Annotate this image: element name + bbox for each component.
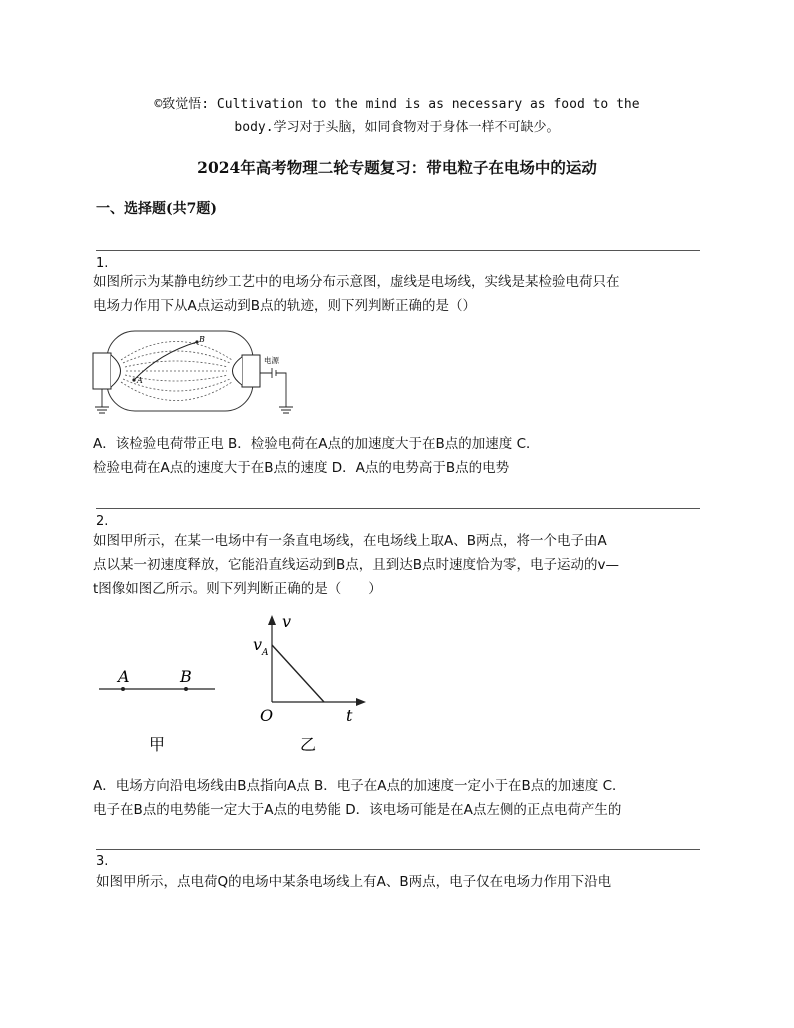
motto-line-1: ©致觉悟: Cultivation to the mind is as necessary as food to the — [154, 97, 640, 112]
motto-line-2: body.学习对于头脑，如同食物对于身体一样不可缺少。 — [234, 120, 560, 135]
stem-line: 如图甲所示，点电荷Q的电场中某条电场线上有A、B两点，电子仅在电场力作用下沿电 — [96, 874, 612, 890]
question-2-number: 2. — [96, 514, 109, 529]
options-line: 电子在B点的电势能一定大于A点的电势能 D．该电场可能是在A点左侧的正点电荷产生的 — [93, 802, 622, 818]
point-a-dot — [132, 378, 135, 381]
axis-v-arrow — [268, 615, 276, 625]
right-electrode-dome — [233, 357, 243, 385]
options-line: 检验电荷在A点的速度大于在B点的速度 D．A点的电势高于B点的电势 — [93, 460, 510, 476]
stem-line: 点以某一初速度释放，它能沿直线运动到B点，且到达B点时速度恰为零，电子运动的v— — [93, 557, 620, 573]
question-1-figure — [90, 325, 310, 420]
stem-line: 电场力作用下从A点运动到B点的轨迹，则下列判断正确的是（） — [93, 298, 476, 314]
va-subscript: A — [262, 648, 269, 658]
question-2-options — [93, 774, 705, 822]
divider — [96, 849, 700, 850]
caption-right: 乙 — [300, 735, 317, 754]
question-3-stem — [96, 870, 708, 894]
power-label: 电源 — [264, 356, 279, 365]
question-1-number: 1. — [96, 256, 109, 271]
stem-line: 如图所示为某静电纺纱工艺中的电场分布示意图，虚线是电场线，实线是某检验电荷只在 — [93, 274, 620, 290]
left-electrode — [93, 353, 111, 389]
point-b-label: B — [180, 667, 192, 686]
divider — [96, 508, 700, 509]
point-b-label: B — [199, 335, 205, 344]
axis-v-label: v — [282, 612, 292, 631]
caption-left: 甲 — [149, 735, 166, 754]
stem-line: 如图甲所示，在某一电场中有一条直电场线，在电场线上取A、B两点，将一个电子由A — [93, 533, 607, 549]
point-a-label: A — [118, 667, 130, 686]
question-2-stem — [93, 529, 705, 601]
options-line: A．电场方向沿电场线由B点指向A点 B．电子在A点的加速度一定小于在B点的加速度 C． — [93, 778, 626, 794]
right-electrode — [242, 355, 260, 387]
question-2-figure — [95, 605, 375, 765]
document-title: 2024年高考物理二轮专题复习：带电粒子在电场中的运动 — [197, 158, 597, 177]
left-electrode-dome — [111, 355, 121, 387]
origin-label: O — [260, 706, 274, 725]
power-wire — [260, 368, 286, 407]
stem-line: t图像如图乙所示。则下列判断正确的是（ ） — [93, 581, 382, 597]
section-title: 一、选择题(共7题) — [96, 201, 217, 217]
vt-line — [272, 645, 324, 702]
question-1-stem — [93, 270, 705, 318]
field-lines — [121, 342, 232, 401]
point-a-label: A — [137, 376, 143, 385]
axis-t-arrow — [356, 698, 366, 706]
question-1-options — [93, 432, 705, 480]
divider — [96, 250, 700, 251]
point-a-dot — [121, 687, 125, 691]
ground-left — [95, 389, 109, 413]
point-b-dot — [184, 687, 188, 691]
ground-right — [279, 407, 293, 413]
question-3-number: 3. — [96, 854, 109, 869]
va-label: v — [253, 635, 263, 654]
options-line: A．该检验电荷带正电 B．检验电荷在A点的加速度大于在B点的加速度 C． — [93, 436, 540, 452]
axis-t-label: t — [346, 706, 353, 725]
